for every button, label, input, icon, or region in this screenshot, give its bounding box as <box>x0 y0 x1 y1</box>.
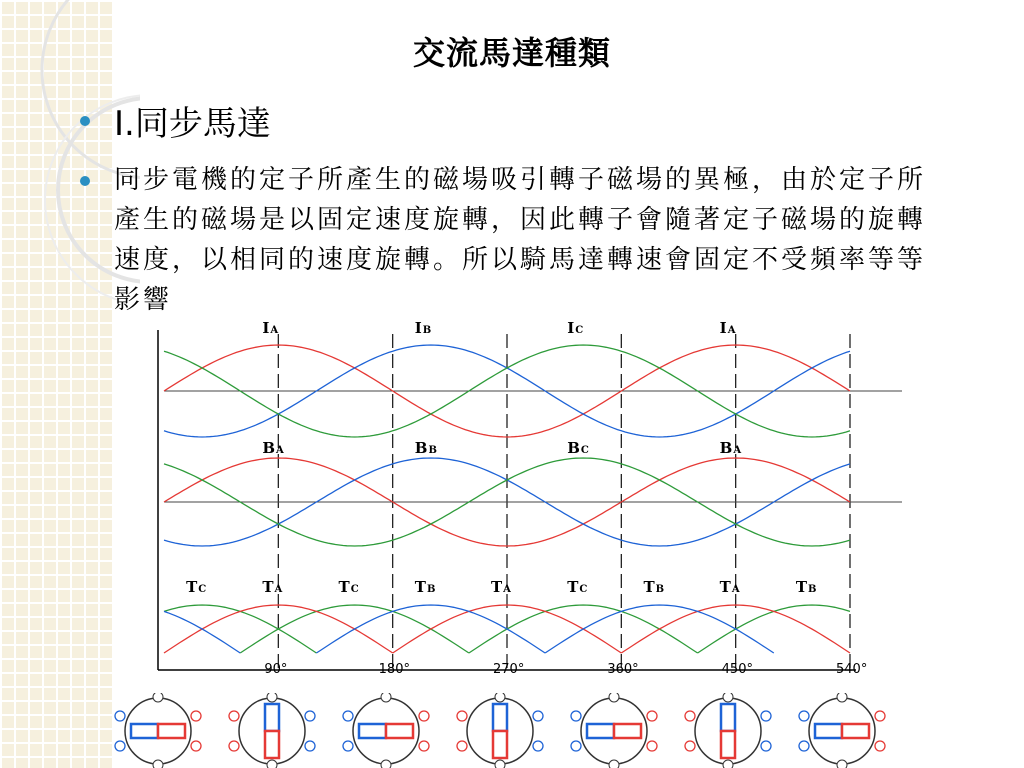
current-label: IB <box>414 319 432 337</box>
rotor-north-half <box>493 704 507 731</box>
rotor-diagram <box>343 693 429 768</box>
rotor-diagram <box>457 693 543 768</box>
winding-dot <box>799 741 809 751</box>
winding-dot <box>685 741 695 751</box>
stator-pole <box>267 693 277 702</box>
torque-wave-c <box>164 605 316 653</box>
current-label: IA <box>262 319 279 337</box>
winding-dot <box>457 741 467 751</box>
winding-dot <box>191 711 201 721</box>
torque-wave-b <box>164 611 240 653</box>
winding-dot <box>533 741 543 751</box>
rotor-south-half <box>158 724 185 738</box>
stator-pole <box>381 760 391 768</box>
stator-pole <box>153 760 163 768</box>
current-label: IA <box>719 319 736 337</box>
rotor-diagram <box>115 693 201 768</box>
winding-dot <box>191 741 201 751</box>
axis-tick-label: 270° <box>493 662 525 677</box>
winding-dot <box>115 741 125 751</box>
rotor-north-half <box>815 724 842 738</box>
torque-label: TA <box>491 578 511 596</box>
rotor-south-half <box>721 731 735 758</box>
winding-dot <box>533 711 543 721</box>
axis-tick-label: 90° <box>264 662 288 677</box>
waveform-figure <box>150 318 910 678</box>
field-label: BC <box>567 439 589 457</box>
rotor-north-half <box>131 724 158 738</box>
stator-pole <box>381 693 391 702</box>
winding-dot <box>229 711 239 721</box>
stator-pole <box>837 693 847 702</box>
stator-pole <box>723 760 733 768</box>
winding-dot <box>799 711 809 721</box>
winding-dot <box>761 711 771 721</box>
winding-dot <box>229 741 239 751</box>
rotor-diagram <box>799 693 885 768</box>
rotor-south-half <box>842 724 869 738</box>
rotor-south-half <box>265 731 279 758</box>
axis-tick-label: 450° <box>721 662 753 677</box>
slide-title: 交流馬達種類 <box>412 34 611 72</box>
field-label: BA <box>262 439 284 457</box>
torque-label: TC <box>567 578 588 596</box>
stator-pole <box>609 693 619 702</box>
bullet-dot-icon <box>80 176 90 186</box>
rotor-south-half <box>493 731 507 758</box>
rotor-north-half <box>265 704 279 731</box>
stator-pole <box>837 760 847 768</box>
winding-dot <box>685 711 695 721</box>
rotor-south-half <box>614 724 641 738</box>
rotor-north-half <box>721 704 735 731</box>
winding-dot <box>457 711 467 721</box>
torque-label: TC <box>338 578 359 596</box>
rotor-position-diagrams <box>108 693 908 768</box>
winding-dot <box>419 741 429 751</box>
torque-label: TA <box>719 578 740 596</box>
axis-tick-label: 360° <box>607 662 639 677</box>
field-label: BA <box>719 439 742 457</box>
winding-dot <box>305 711 315 721</box>
winding-dot <box>419 711 429 721</box>
torque-wave-c <box>698 605 850 653</box>
torque-label: TC <box>186 578 207 596</box>
current-label: IC <box>567 319 584 337</box>
winding-dot <box>571 711 581 721</box>
rotor-diagram <box>685 693 771 768</box>
rotor-south-half <box>386 724 413 738</box>
rotor-north-half <box>587 724 614 738</box>
field-label: BB <box>414 439 437 457</box>
winding-dot <box>761 741 771 751</box>
bullet-text: I.同步馬達 <box>114 104 271 144</box>
stator-pole <box>723 693 733 702</box>
winding-dot <box>571 741 581 751</box>
torque-label: TB <box>795 578 817 596</box>
torque-label: TB <box>643 578 665 596</box>
winding-dot <box>343 741 353 751</box>
stator-pole <box>267 760 277 768</box>
winding-dot <box>647 741 657 751</box>
stator-pole <box>495 760 505 768</box>
torque-label: TA <box>262 578 283 596</box>
stator-pole <box>495 693 505 702</box>
rotor-north-half <box>359 724 386 738</box>
axis-tick-label: 180° <box>378 662 410 677</box>
winding-dot <box>115 711 125 721</box>
axis-tick-label: 540° <box>836 662 868 677</box>
winding-dot <box>875 711 885 721</box>
winding-dot <box>305 741 315 751</box>
torque-label: TB <box>414 578 436 596</box>
winding-dot <box>875 741 885 751</box>
winding-dot <box>647 711 657 721</box>
stator-pole <box>609 760 619 768</box>
winding-dot <box>343 711 353 721</box>
stator-pole <box>153 693 163 702</box>
bullet-dot-icon <box>80 116 90 126</box>
description-paragraph: 同步電機的定子所產生的磁場吸引轉子磁場的異極，由於定子所產生的磁場是以固定速度旋轉，因此轉子會隨著定子磁場的旋轉速度，以相同的速度旋轉。所以騎馬達轉速會固定不受頻率等等影響 <box>114 165 927 315</box>
rotor-diagram <box>571 693 657 768</box>
rotor-diagram <box>229 693 315 768</box>
